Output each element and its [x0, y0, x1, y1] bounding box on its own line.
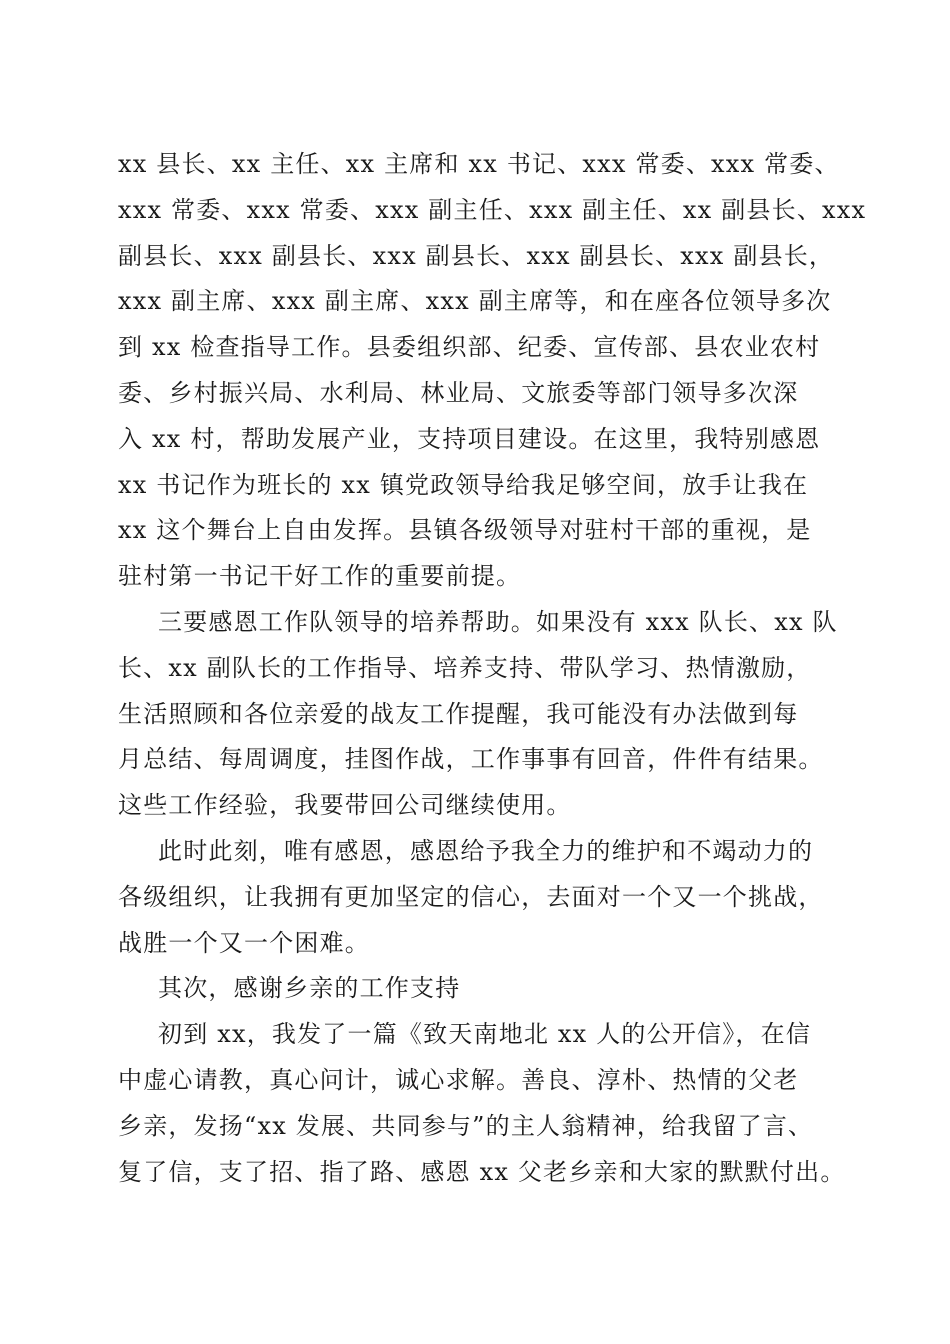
text-line: 复了信，支了招、指了路、感恩 xx 父老乡亲和大家的默默付出。 [118, 1157, 846, 1186]
text-line: 副县长、xxx 副县长、xxx 副县长、xxx 副县长、xxx 副县长， [118, 241, 835, 270]
text-line: 驻村第一书记干好工作的重要前提。 [118, 562, 522, 591]
text-line: xx 县长、xx 主任、xx 主席和 xx 书记、xxx 常委、xxx 常委、 [118, 150, 840, 178]
text-line: xx 书记作为班长的 xx 镇党政领导给我足够空间，放手让我在 [118, 470, 809, 499]
text-line: xxx 常委、xxx 常委、xxx 副主任、xxx 副主任、xx 副县长、xxx [118, 195, 867, 224]
paragraph-start-line: 此时此刻，唯有感恩，感恩给予我全力的维护和不竭动力的 [158, 836, 814, 865]
text-line: 入 xx 村，帮助发展产业，支持项目建设。在这里，我特别感恩 [118, 424, 821, 453]
text-line: 到 xx 检查指导工作。县委组织部、纪委、宣传部、县农业农村 [118, 333, 821, 362]
paragraph-start-line: 三要感恩工作队领导的培养帮助。如果没有 xxx 队长、xx 队 [158, 607, 838, 636]
text-line: 中虚心请教，真心问计，诚心求解。善良、淳朴、热情的父老 [118, 1065, 799, 1094]
text-line: 乡亲，发扬“xx 发展、共同参与”的主人翁精神，给我留了言、 [118, 1111, 814, 1140]
text-line: 战胜一个又一个困难。 [118, 928, 370, 957]
paragraph-start-line: 初到 xx，我发了一篇《致天南地北 xx 人的公开信》，在信 [158, 1020, 812, 1049]
text-line: 委、乡村振兴局、水利局、林业局、文旅委等部门领导多次深 [118, 378, 799, 407]
text-line: 这些工作经验，我要带回公司继续使用。 [118, 791, 572, 820]
text-line: 月总结、每周调度，挂图作战，工作事事有回音，件件有结果。 [118, 745, 824, 774]
text-line: 生活照顾和各位亲爱的战友工作提醒，我可能没有办法做到每 [118, 699, 799, 728]
text-line: 各级组织，让我拥有更加坚定的信心，去面对一个又一个挑战， [118, 882, 824, 911]
document-body [118, 142, 867, 1195]
text-line: xxx 副主席、xxx 副主席、xxx 副主席等，和在座各位领导多次 [118, 287, 832, 316]
text-line: 长、xx 副队长的工作指导、培养支持、带队学习、热情激励， [118, 653, 812, 682]
text-line: xx 这个舞台上自由发挥。县镇各级领导对驻村干部的重视，是 [118, 516, 812, 545]
section-heading: 其次，感谢乡亲的工作支持 [158, 974, 461, 1003]
